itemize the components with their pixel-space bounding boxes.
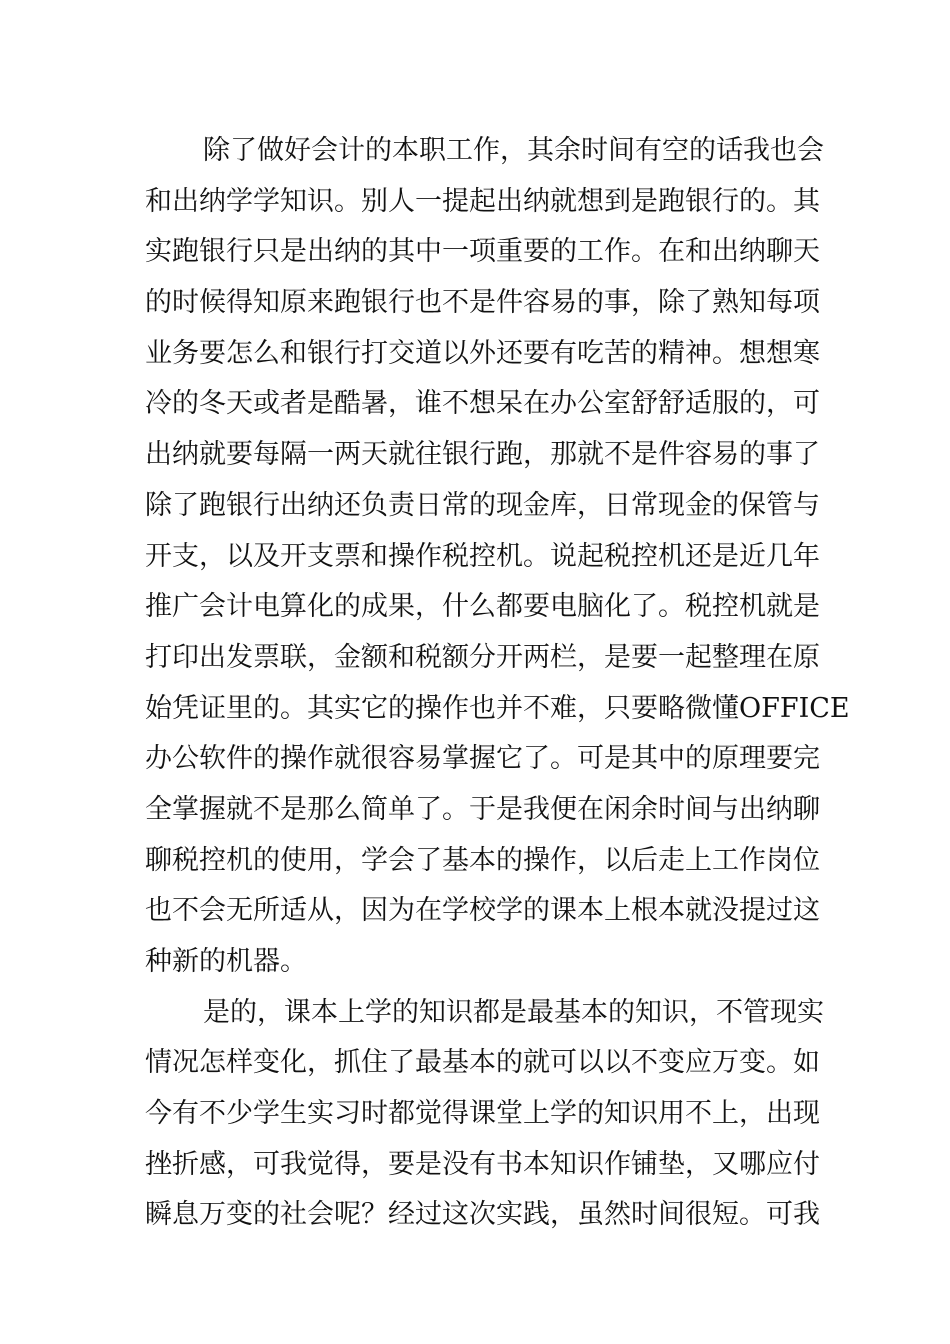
paragraph-line: 实跑银行只是出纳的其中一项重要的工作。在和出纳聊天 <box>145 236 820 268</box>
paragraph-line: 种新的机器。 <box>145 946 307 977</box>
body-text <box>145 126 850 1241</box>
paragraph-line: 挫折感，可我觉得，要是没有书本知识作铺垫，又哪应付 <box>145 1148 820 1180</box>
paragraph-line: 除了做好会计的本职工作，其余时间有空的话我也会 <box>203 135 824 166</box>
paragraph-line: 是的，课本上学的知识都是最基本的知识，不管现实 <box>203 996 824 1028</box>
paragraph-line: 聊税控机的使用，学会了基本的操作，以后走上工作岗位 <box>145 844 820 876</box>
paragraph-line: 和出纳学学知识。别人一提起出纳就想到是跑银行的。其 <box>145 185 820 217</box>
paragraph-line: 业务要怎么和银行打交道以外还要有吃苦的精神。想想寒 <box>145 337 820 369</box>
paragraph-line: 也不会无所适从，因为在学校学的课本上根本就没提过这 <box>145 895 820 927</box>
paragraph-line: 的时候得知原来跑银行也不是件容易的事，除了熟知每项 <box>145 287 820 319</box>
paragraph-line: 出纳就要每隔一两天就往银行跑，那就不是件容易的事了 <box>145 439 820 471</box>
paragraph-line: 始凭证里的。其实它的操作也并不难，只要略微懂OFFICE <box>145 692 850 724</box>
paragraph-line: 全掌握就不是那么简单了。于是我便在闲余时间与出纳聊 <box>145 793 820 825</box>
paragraph-line: 冷的冬天或者是酷暑，谁不想呆在办公室舒舒适服的，可 <box>145 388 820 420</box>
paragraph-line: 打印出发票联，金额和税额分开两栏，是要一起整理在原 <box>145 641 820 673</box>
paragraph-line: 办公软件的操作就很容易掌握它了。可是其中的原理要完 <box>145 743 820 775</box>
paragraph-line: 瞬息万变的社会呢？经过这次实践，虽然时间很短。可我 <box>145 1199 820 1231</box>
paragraph-line: 今有不少学生实习时都觉得课堂上学的知识用不上，出现 <box>145 1098 820 1130</box>
paragraph-line: 除了跑银行出纳还负责日常的现金库，日常现金的保管与 <box>145 489 820 521</box>
paragraph-line: 情况怎样变化，抓住了最基本的就可以以不变应万变。如 <box>145 1047 820 1079</box>
paragraph-line: 开支，以及开支票和操作税控机。说起税控机还是近几年 <box>145 540 820 572</box>
paragraph-line: 推广会计电算化的成果，什么都要电脑化了。税控机就是 <box>145 591 820 623</box>
